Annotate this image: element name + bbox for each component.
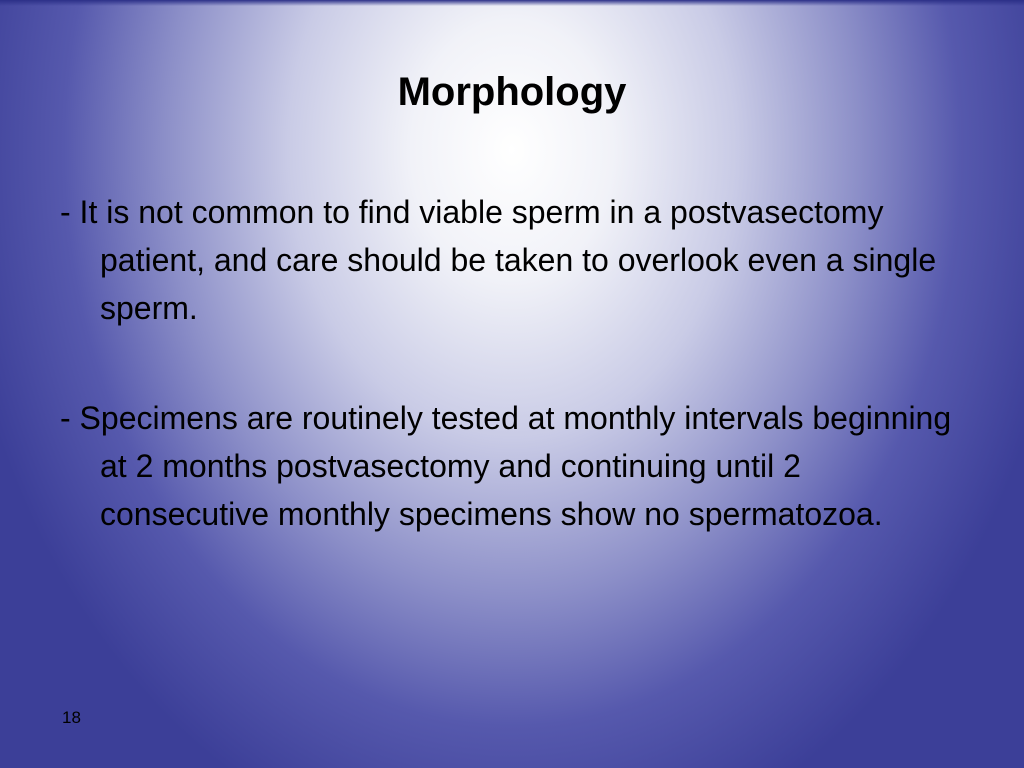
slide-title: Morphology	[397, 70, 627, 114]
bullet-paragraph-1: - It is not common to find viable sperm in a postvasectomy patient, and care should be taken to overlook even a single sperm.	[60, 194, 937, 326]
bullet-paragraph-2: - Specimens are routinely tested at monthly intervals beginning at 2 months postvasectomy and continuing until 2 consecutive monthly specimens show no spermatozoa.	[60, 400, 952, 532]
slide-body	[60, 188, 960, 600]
page-number: 18	[62, 708, 81, 727]
